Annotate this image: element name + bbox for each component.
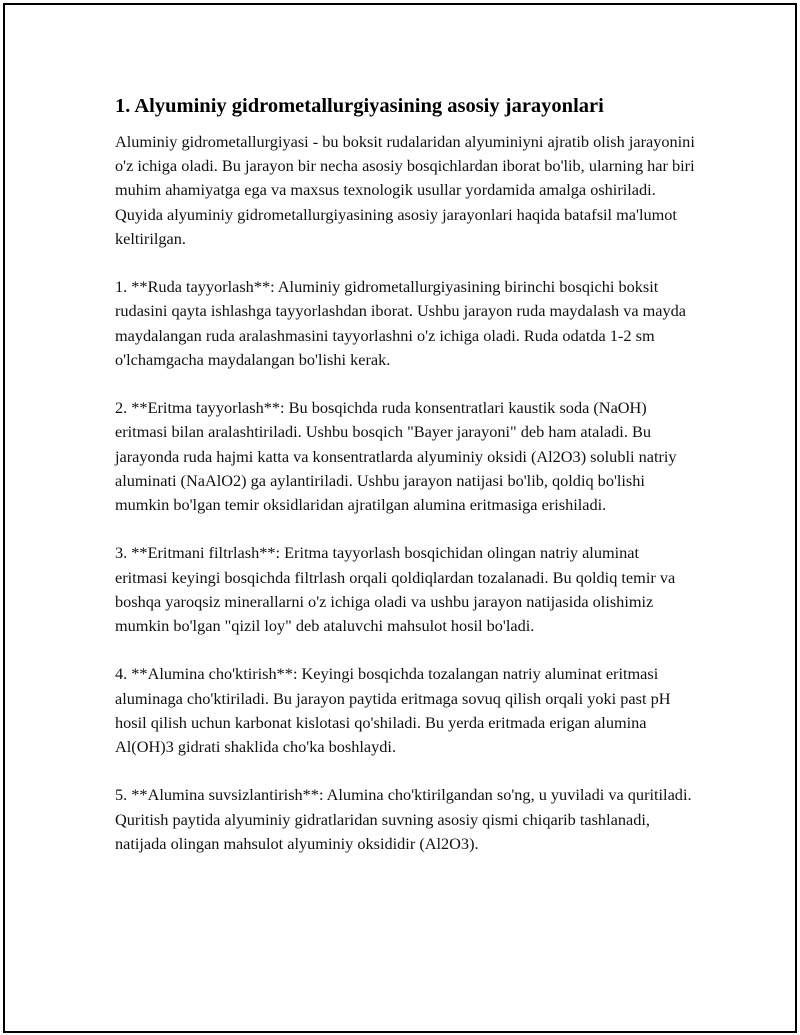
step-5-paragraph: 5. **Alumina suvsizlantirish**: Alumina cho'ktirilgandan so'ng, u yuviladi va quritiladi. Quritish paytida alyuminiy gidratlaridan suvning asosiy qismi chiqarib tashlanadi, natijada olingan mahsulot alyuminiy oksididir (Al2O3).	[115, 785, 692, 853]
step-4-paragraph: 4. **Alumina cho'ktirish**: Keyingi bosqichda tozalangan natriy aluminat eritmasi aluminaga cho'ktiriladi. Bu jarayon paytida eritmaga sovuq qilish orqali yoki past pH hosil qilish uchun karbonat kislotasi qo'shiladi. Bu yerda eritmada erigan alumina Al(OH)3 gidrati shaklida cho'ka boshlaydi.	[115, 664, 671, 757]
step-3-paragraph: 3. **Eritmani filtrlash**: Eritma tayyorlash bosqichidan olingan natriy aluminat eritmasi keyingi bosqichda filtrlash orqali qoldiqlardan tozalanadi. Bu qoldiq temir va boshqa yaroqsiz minerallarni o'z ichiga oladi va ushbu jarayon natijasida olishimiz mumkin bo'lgan "qizil loy" deb ataluvchi mahsulot hosil bo'ladi.	[115, 543, 676, 636]
intro-paragraph: Aluminiy gidrometallurgiyasi - bu boksit rudalaridan alyuminiyni ajratib olish jarayonini o'z ichiga oladi. Bu jarayon bir necha asosiy bosqichlardan iborat bo'lib, ularning har biri muhim ahamiyatga ega va maxsus texnologik usullar yordamida amalga oshiriladi. Quyida alyuminiy gidrometallurgiyasining asosiy jarayonlari haqida batafsil ma'lumot keltirilgan.	[115, 132, 695, 248]
document-body	[115, 92, 695, 880]
step-2-paragraph: 2. **Eritma tayyorlash**: Bu bosqichda ruda konsentratlari kaustik soda (NaOH) eritmasi bilan aralashtiriladi. Ushbu bosqich "Bayer jarayoni" deb ham ataladi. Bu jarayonda ruda hajmi katta va konsentratlarda alyuminiy oksidi (Al2O3) solubli natriy aluminati (NaAlO2) ga aylantiriladi. Ushbu jarayon natijasi bo'lib, qoldiq bo'lishi mumkin bo'lgan temir oksidlaridan ajratilgan alumina eritmasiga erishiladi.	[115, 398, 677, 515]
section-heading: 1. Alyuminiy gidrometallurgiyasining asosiy jarayonlari	[115, 95, 604, 117]
step-1-paragraph: 1. **Ruda tayyorlash**: Aluminiy gidrometallurgiyasining birinchi bosqichi boksit rudasini qayta ishlashga tayyorlashdan iborat. Ushbu jarayon ruda maydalash va mayda maydalangan ruda aralashmasini tayyorlashni o'z ichiga oladi. Ruda odatda 1-2 sm o'lchamgacha maydalangan bo'lishi kerak.	[115, 277, 687, 369]
